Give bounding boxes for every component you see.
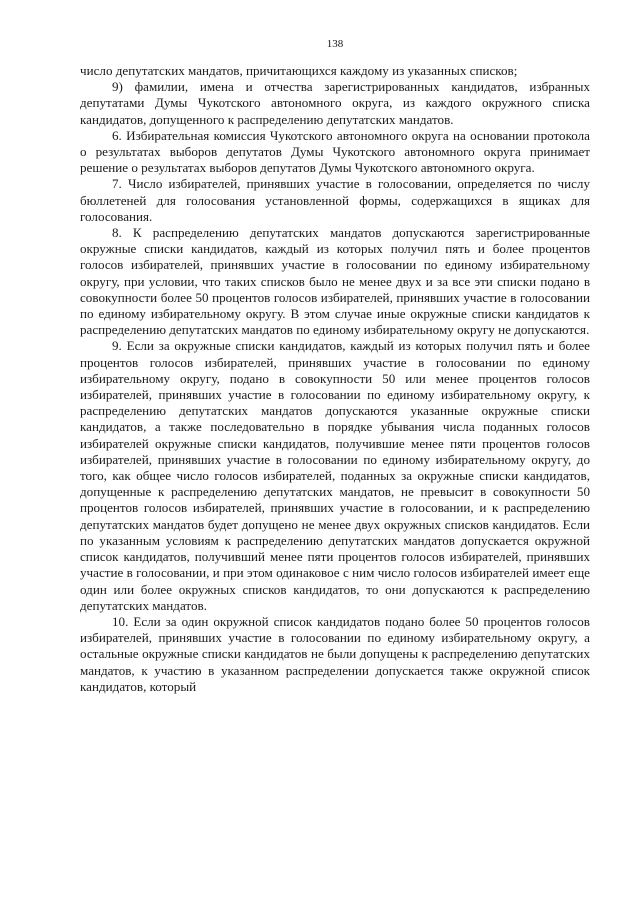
paragraph-continuation: число депутатских мандатов, причитающихся каждому из указанных списков;: [80, 63, 518, 78]
paragraph-6: 6. Избирательная комиссия Чукотского автономного округа на основании протокола о результатах выборов депутатов Думы Чукотского автономного округа принимает решение о результатах выборов депутатов Думы Чукотского автономного округа.: [80, 127, 590, 176]
paragraph-9: 9. Если за окружные списки кандидатов, каждый из которых получил пять и более процентов голосов избирателей, принявших участие в голосовании по единому избирательному округу, подано в совокупности 50 или менее процентов голосов избирателей, принявших участие в голосовании по единому избирательному округу, к распределению депутатских мандатов допускаются указанные окружные списки кандидатов, а также последовательно в порядке убывания числа поданных голосов избирателей окружные списки кандидатов, получившие менее пяти процентов голосов избирателей, принявших участие в голосовании по единому избирательному округу, до того, как общее число голосов избирателей, поданных за окружные списки кандидатов, допущенные к распределению депутатских мандатов, не превысит в совокупности 50 процентов голосов избирателей, принявших участие в голосовании, и к распределению депутатских мандатов будет допущено не менее двух окружных списков кандидатов. Если по указанным условиям к распределению депутатских мандатов допускается окружной список кандидатов, получивший менее пяти процентов голосов избирателей, принявших участие в голосовании, и при этом одинаковое с ним число голосов избирателей имеет еще один или более окружных списков кандидатов, то они допускаются к распределению депутатских мандатов.: [80, 338, 590, 613]
page-number: 138: [326, 38, 344, 50]
paragraph-7: 7. Число избирателей, принявших участие в голосовании, определяется по числу бюллетеней для голосования установленной формы, содержащихся в ящиках для голосования.: [80, 176, 590, 224]
paragraph-item-9: 9) фамилии, имена и отчества зарегистрированных кандидатов, избранных депутатами Думы Чукотского автономного округа, из каждого окружного списка кандидатов, допущенного к распределению депутатских мандатов.: [80, 79, 590, 127]
paragraph-10: 10. Если за один окружной список кандидатов подано более 50 процентов голосов избирателей, принявших участие в голосовании по единому избирательному округу, а остальные окружные списки кандидатов не были допущены к распределению депутатских мандатов, к участию в указанном распределении допускается также окружной список кандидатов, который: [80, 613, 590, 694]
paragraph-8: 8. К распределению депутатских мандатов допускаются зарегистрированные окружные списки кандидатов, каждый из которых получил пять и более процентов голосов избирателей, принявших участие в голосовании по единому избирательному округу, при условии, что таких списков было не менее двух и за все эти списки подано в совокупности более 50 процентов голосов избирателей, принявших участие в голосовании по единому избирательному округу. В этом случае иные окружные списки кандидатов к распределению депутатских мандатов по единому избирательному округу не допускаются.: [80, 225, 590, 338]
document-body: [80, 63, 590, 695]
